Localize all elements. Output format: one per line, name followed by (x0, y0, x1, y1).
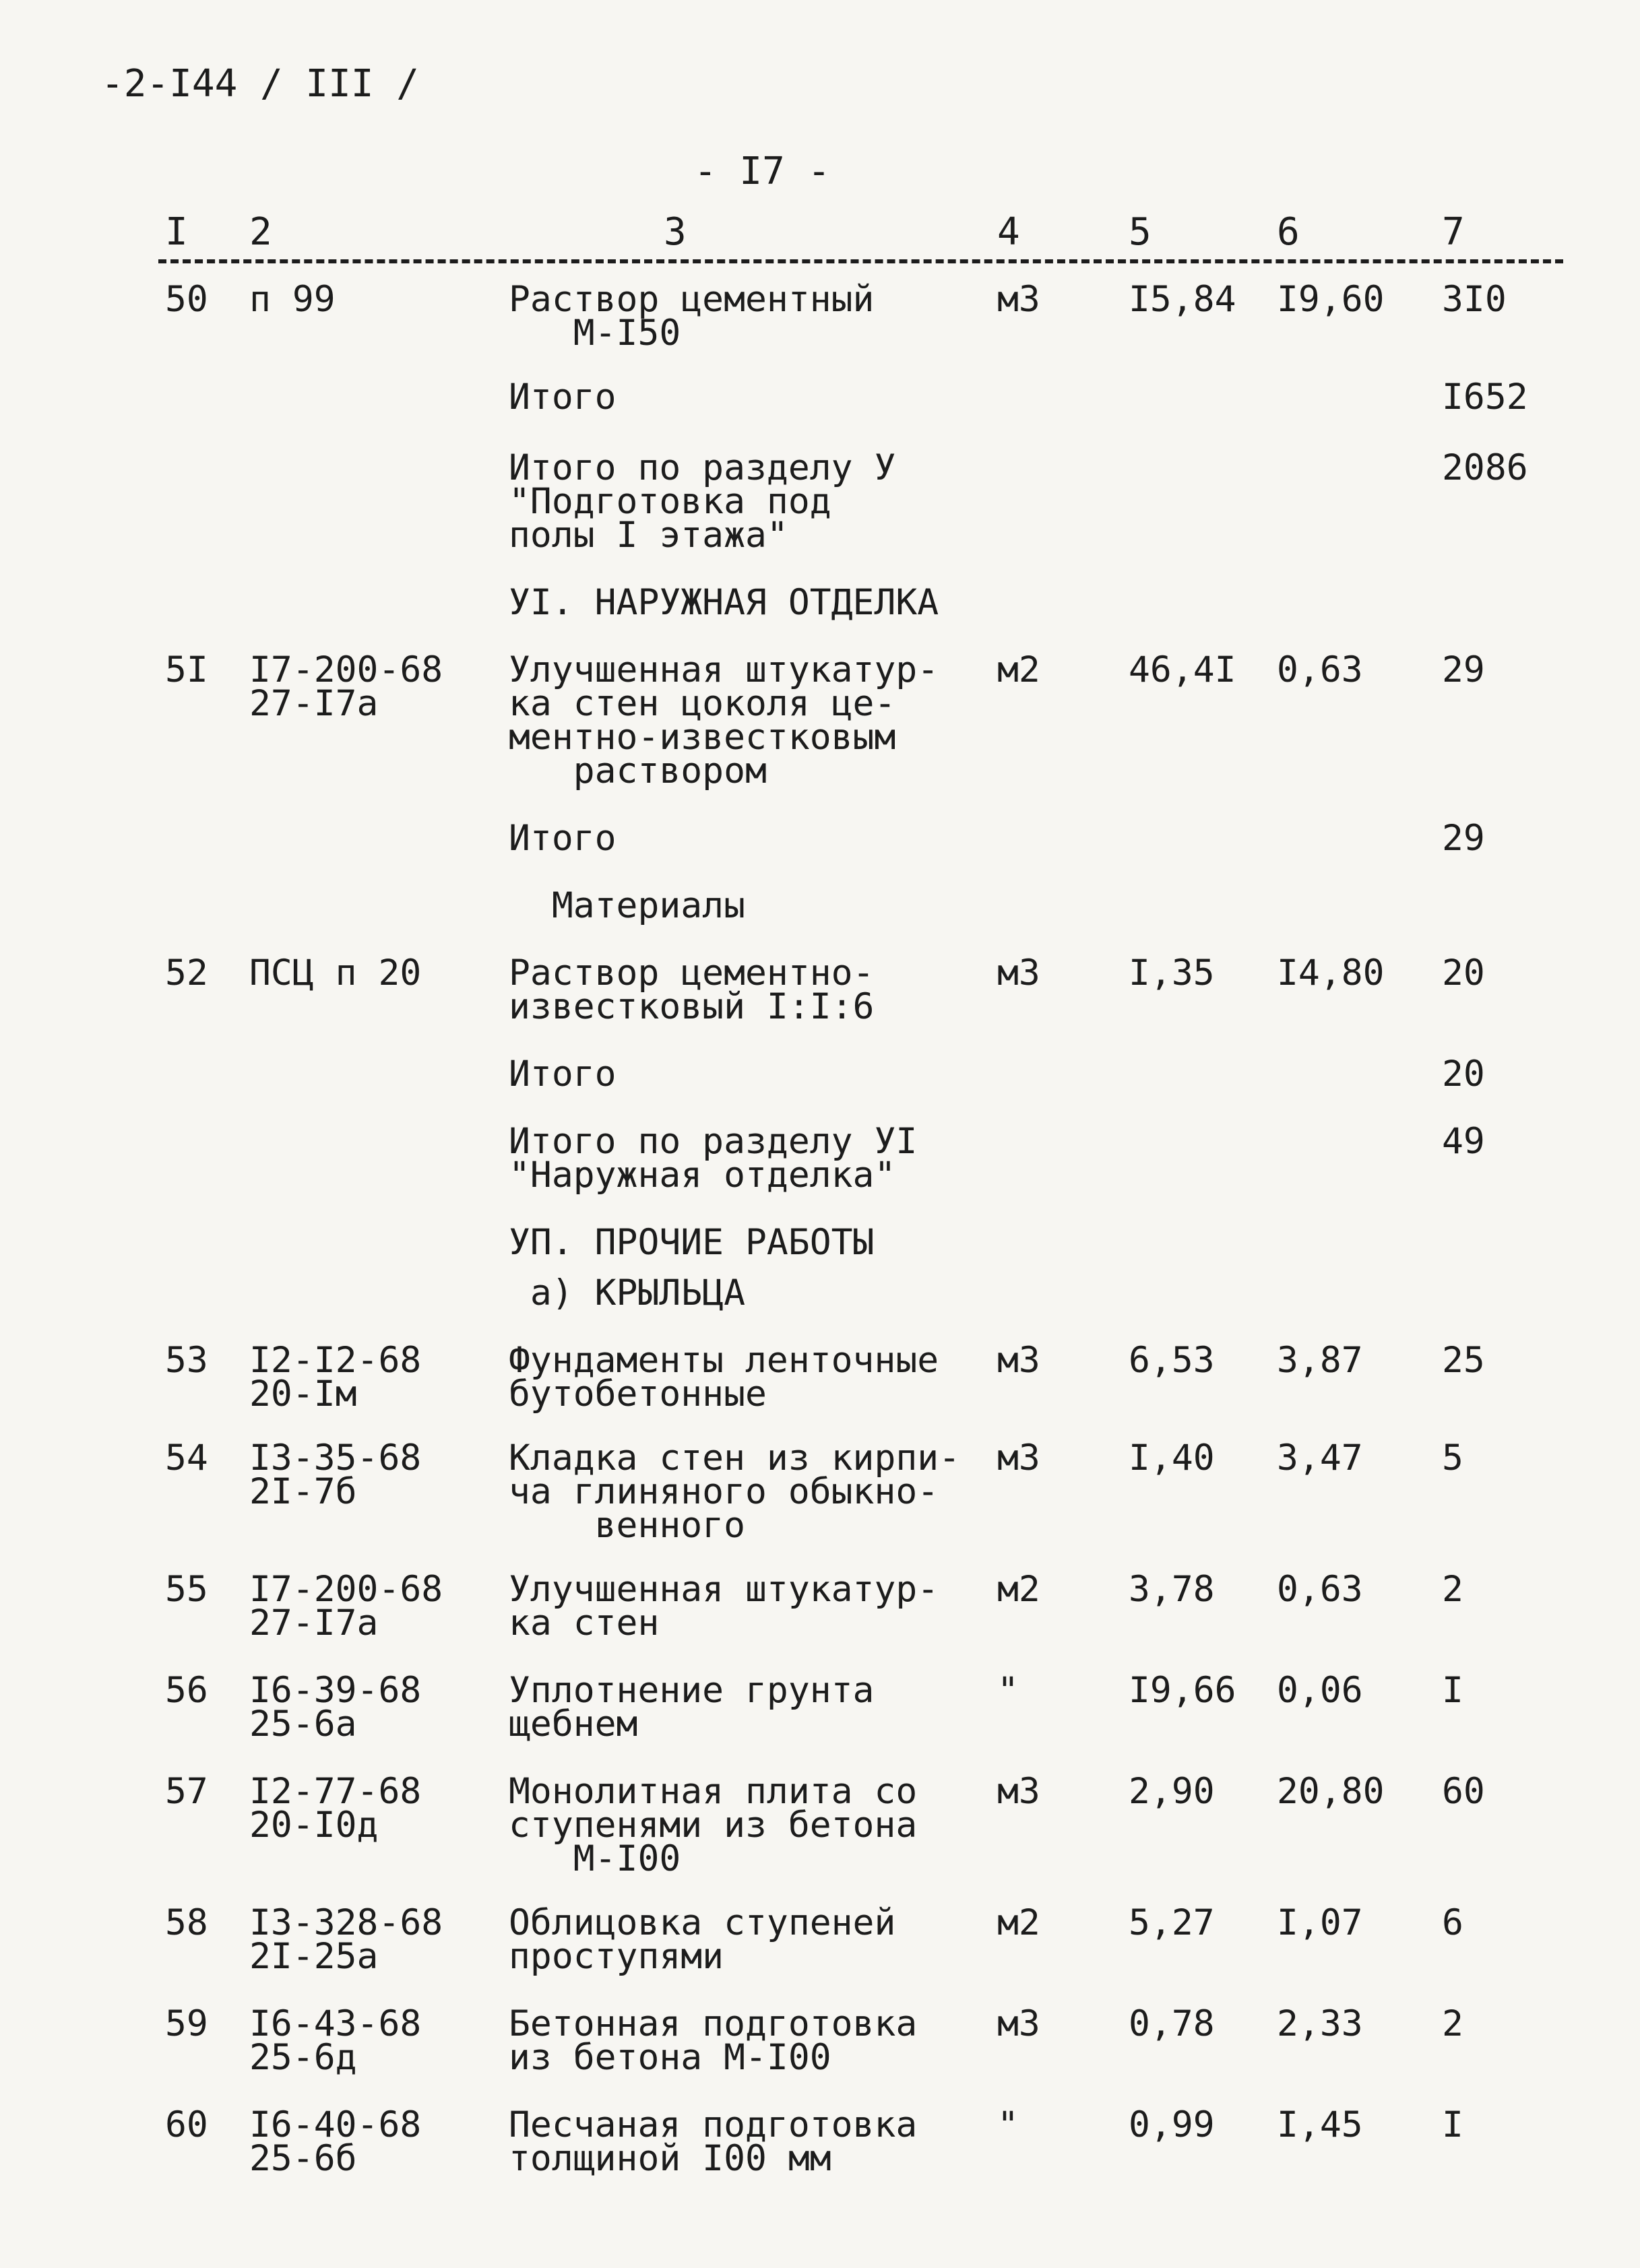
norm-code: I2-I2-68 20-Iм (249, 1340, 422, 1415)
row-number: 54 (165, 1437, 208, 1479)
unit-price: I4,80 (1277, 952, 1385, 994)
total-cost: I (1442, 1670, 1463, 1711)
row-number: 5I (165, 649, 208, 690)
unit: м2 (997, 649, 1040, 690)
row-number: 55 (165, 1569, 208, 1610)
quantity: 2,90 (1129, 1771, 1215, 1812)
work-description: Итого (509, 818, 617, 859)
unit-price: 0,63 (1277, 649, 1363, 690)
column-header-3: 3 (664, 210, 687, 254)
row-number: 50 (165, 279, 208, 320)
column-header-2: 2 (249, 210, 272, 254)
quantity: I,35 (1129, 952, 1215, 994)
quantity: 46,4I (1129, 649, 1236, 690)
work-description: Песчаная подготовка толщиной I00 мм (509, 2104, 918, 2179)
unit: м3 (997, 1340, 1040, 1381)
unit: м2 (997, 1902, 1040, 1943)
total-cost: 6 (1442, 1902, 1463, 1943)
norm-code: I2-77-68 20-I0д (249, 1771, 422, 1846)
unit: м3 (997, 952, 1040, 994)
total-cost: I (1442, 2104, 1463, 2145)
column-header-7: 7 (1442, 210, 1465, 254)
column-header-6: 6 (1277, 210, 1300, 254)
work-description: Облицовка ступеней проступями (509, 1902, 896, 1977)
work-description: Итого по разделу У "Подготовка под полы I этажа" (509, 447, 896, 556)
total-cost: 29 (1442, 818, 1485, 859)
work-description: Улучшенная штукатур- ка стен цоколя це- ментно-известковым раствором (509, 649, 939, 791)
unit-price: I9,60 (1277, 279, 1385, 320)
unit-price: 0,63 (1277, 1569, 1363, 1610)
norm-code: I6-39-68 25-6а (249, 1670, 422, 1745)
total-cost: 5 (1442, 1437, 1463, 1479)
work-description: Итого (509, 1054, 617, 1095)
total-cost: 2 (1442, 2003, 1463, 2044)
row-number: 60 (165, 2104, 208, 2145)
total-cost: 20 (1442, 952, 1485, 994)
work-description: Бетонная подготовка из бетона М-I00 (509, 2003, 918, 2078)
row-number: 53 (165, 1340, 208, 1381)
work-description: Раствор цементный М-I50 (509, 279, 875, 354)
work-description: УI. НАРУЖНАЯ ОТДЕЛКА (509, 582, 939, 623)
work-description: Монолитная плита со ступенями из бетона М-I00 (509, 1771, 918, 1879)
norm-code: I7-200-68 27-I7а (249, 649, 443, 724)
work-description: Раствор цементно- известковый I:I:6 (509, 952, 875, 1027)
total-cost: 3I0 (1442, 279, 1507, 320)
work-description: Фундаменты ленточные бутобетонные (509, 1340, 939, 1415)
work-description: УП. ПРОЧИЕ РАБОТЫ (509, 1222, 875, 1263)
page-number: - I7 - (694, 150, 831, 193)
total-cost: 2 (1442, 1569, 1463, 1610)
total-cost: 2086 (1442, 447, 1528, 488)
total-cost: 29 (1442, 649, 1485, 690)
work-description: Итого по разделу УI "Наружная отделка" (509, 1121, 918, 1196)
row-number: 59 (165, 2003, 208, 2044)
quantity: I5,84 (1129, 279, 1236, 320)
quantity: I,40 (1129, 1437, 1215, 1479)
unit: м3 (997, 279, 1040, 320)
header-rule (158, 259, 1563, 263)
norm-code: I6-43-68 25-6д (249, 2003, 422, 2078)
norm-code: I3-35-68 2I-7б (249, 1437, 422, 1512)
unit-price: I,45 (1277, 2104, 1363, 2145)
total-cost: I652 (1442, 377, 1528, 418)
row-number: 56 (165, 1670, 208, 1711)
quantity: 5,27 (1129, 1902, 1215, 1943)
unit: " (997, 2104, 1019, 2145)
quantity: 0,99 (1129, 2104, 1215, 2145)
unit-price: 0,06 (1277, 1670, 1363, 1711)
quantity: 6,53 (1129, 1340, 1215, 1381)
work-description: Улучшенная штукатур- ка стен (509, 1569, 939, 1644)
unit-price: I,07 (1277, 1902, 1363, 1943)
column-header-1: I (165, 210, 188, 254)
unit-price: 2,33 (1277, 2003, 1363, 2044)
column-header-5: 5 (1129, 210, 1152, 254)
work-description: Материалы (509, 885, 745, 926)
work-description: Итого (509, 377, 617, 418)
total-cost: 49 (1442, 1121, 1485, 1162)
total-cost: 25 (1442, 1340, 1485, 1381)
norm-code: п 99 (249, 279, 336, 320)
quantity: I9,66 (1129, 1670, 1236, 1711)
quantity: 3,78 (1129, 1569, 1215, 1610)
unit: м3 (997, 2003, 1040, 2044)
unit-price: 20,80 (1277, 1771, 1385, 1812)
unit-price: 3,87 (1277, 1340, 1363, 1381)
total-cost: 60 (1442, 1771, 1485, 1812)
column-header-4: 4 (997, 210, 1020, 254)
work-description: Уплотнение грунта щебнем (509, 1670, 875, 1745)
unit: м2 (997, 1569, 1040, 1610)
total-cost: 20 (1442, 1054, 1485, 1095)
unit-price: 3,47 (1277, 1437, 1363, 1479)
unit: м3 (997, 1437, 1040, 1479)
norm-code: I6-40-68 25-6б (249, 2104, 422, 2179)
document-id: -2-I44 / III / (101, 62, 420, 106)
row-number: 58 (165, 1902, 208, 1943)
norm-code: I3-328-68 2I-25а (249, 1902, 443, 1977)
work-description: а) КРЫЛЬЦА (509, 1272, 745, 1314)
row-number: 57 (165, 1771, 208, 1812)
norm-code: I7-200-68 27-I7а (249, 1569, 443, 1644)
row-number: 52 (165, 952, 208, 994)
work-description: Кладка стен из кирпи- ча глиняного обыкно- венного (509, 1437, 961, 1546)
unit: " (997, 1670, 1019, 1711)
norm-code: ПСЦ п 20 (249, 952, 422, 994)
unit: м3 (997, 1771, 1040, 1812)
quantity: 0,78 (1129, 2003, 1215, 2044)
